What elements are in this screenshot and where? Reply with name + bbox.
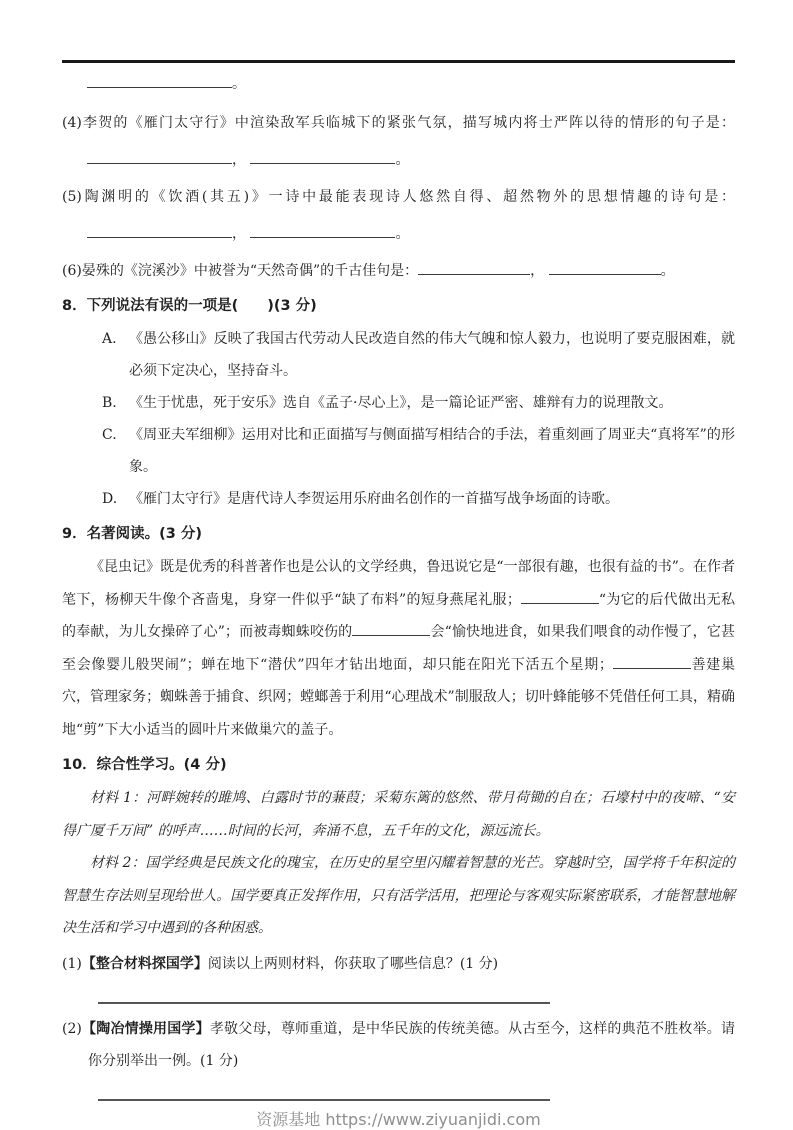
option-text: 《愚公移山》反映了我国古代劳动人民改造自然的伟大气魄和惊人毅力，也说明了要克服困难，就必须下定决心，坚持奋斗。 <box>129 331 735 379</box>
q7-item6-prompt: (6)晏殊的《浣溪沙》中被誉为“天然奇偶”的千古佳句是： <box>62 263 419 279</box>
q8-option-d <box>102 483 735 515</box>
q10-sub1 <box>62 948 735 980</box>
passage-text: 《昆虫记》既是优秀的科普著作也是公认的文学经典，鲁迅说它是“一部很有趣，也很有益的书”。在作者笔下，杨柳天牛像个吝啬鬼，身穿一件似乎“缺了布料”的短身燕尾礼服； <box>62 559 735 608</box>
punctuation: 。 <box>660 263 675 279</box>
sub-text: 孝敬父母，尊师重道，是中华民族的传统美德。从古至今，这样的典范不胜枚举。请你分别举出一例。(1 分) <box>88 1020 736 1069</box>
answer-line <box>98 1002 550 1004</box>
option-label: A. <box>102 331 117 347</box>
section-divider <box>62 60 735 63</box>
fill-blank <box>250 224 395 238</box>
q8-title: 8．下列说法有误的一项是( )(3 分) <box>62 298 317 314</box>
punctuation: 。 <box>395 152 410 168</box>
punctuation: 。 <box>395 226 410 242</box>
q7-item6 <box>62 255 735 287</box>
q10-sub2 <box>62 1013 735 1077</box>
option-label: C. <box>102 427 117 443</box>
punctuation: ， <box>530 263 545 279</box>
answer-line <box>98 1099 550 1101</box>
fill-blank <box>521 589 599 603</box>
option-label: B. <box>102 395 117 411</box>
q7-item4-answer-blanks <box>87 143 735 177</box>
sub-tag: 【整合材料探国学】 <box>81 955 208 972</box>
fill-blank <box>250 150 395 164</box>
fill-blank <box>87 74 232 88</box>
sub-label: (1) <box>62 955 82 972</box>
option-text: 《生于忧患，死于安乐》选自《孟子·尽心上》，是一篇论证严密、雄辩有力的说理散文。 <box>129 395 673 411</box>
footer-text: 资源基地 https://www.ziyuanjidi.com <box>256 1109 541 1129</box>
fill-blank <box>418 261 530 275</box>
fill-blank <box>352 622 430 636</box>
option-label: D. <box>102 491 118 507</box>
q8-option-b <box>102 387 735 419</box>
option-text: 《周亚夫军细柳》运用对比和正面描写与侧面描写相结合的手法，着重刻画了周亚夫“真将军”的形象。 <box>129 427 735 475</box>
q9-title: 9．名著阅读。(3 分) <box>62 526 202 542</box>
q7-item4-prompt: (4)李贺的《雁门太守行》中渲染敌军兵临城下的紧张气氛，描写城内将士严阵以待的情形的句子是： <box>62 115 735 131</box>
q10-title: 10．综合性学习。(4 分) <box>62 757 227 773</box>
q9-passage <box>62 551 735 746</box>
fill-blank <box>87 150 232 164</box>
fill-blank <box>613 654 691 668</box>
sub-label: (2) <box>62 1020 82 1037</box>
option-text: 《雁门太守行》是唐代诗人李贺运用乐府曲名创作的一首描写战争场面的诗歌。 <box>129 491 619 507</box>
passage-text: “为它的后代做出无私的奉献，为儿女操碎了心”；而被毒蜘蛛咬伤的 <box>62 591 735 640</box>
q10-material2: 材料 2：国学经典是民族文化的瑰宝，在历史的星空里闪耀着智慧的光芒。穿越时空，国学将千年积淀的智慧生存法则呈现给世人。国学要真正发挥作用，只有活学活用，把理论与客观实际紧密联系，才能智慧地解决生活和学习中遇到的各种困惑。 <box>62 855 735 936</box>
punctuation: 。 <box>232 76 246 92</box>
q7-item5-answer-blanks <box>87 217 735 251</box>
q8-option-a <box>102 323 735 387</box>
q8-option-c <box>102 419 735 483</box>
sub-tag: 【陶冶情操用国学】 <box>81 1020 210 1037</box>
q7-item3-answer-blank <box>87 67 735 101</box>
fill-blank <box>87 224 232 238</box>
passage-text: 善建巢穴，管理家务；蜘蛛善于捕食、织网；螳螂善于利用“心理战术”制服敌人；切叶蜂能够不凭借任何工具，精确地“剪”下大小适当的圆叶片来做巢穴的盖子。 <box>62 656 735 738</box>
sub-text: 阅读以上两则材料，你获取了哪些信息？(1 分) <box>207 955 499 972</box>
site-footer <box>62 1107 735 1130</box>
q7-item5-prompt: (5)陶渊明的《饮酒(其五)》一诗中最能表现诗人悠然自得、超然物外的思想情趣的诗句是： <box>62 189 735 205</box>
fill-blank <box>549 261 661 275</box>
passage-text: 会“愉快地进食，如果我们喂食的动作慢了，它甚至会像婴儿般哭闹”；蝉在地下“潜伏”四年才钻出地面，却只能在阳光下活五个星期； <box>62 624 736 673</box>
q10-material1: 材料 1：河畔婉转的雎鸠、白露时节的蒹葭；采菊东篱的悠然、带月荷锄的自在；石壕村中的夜啼、“安得广厦千万间” 的呼声……时间的长河，奔涌不息，五千年的文化，源远流长。 <box>62 790 735 839</box>
punctuation: ， <box>232 226 246 242</box>
punctuation: ， <box>232 152 246 168</box>
